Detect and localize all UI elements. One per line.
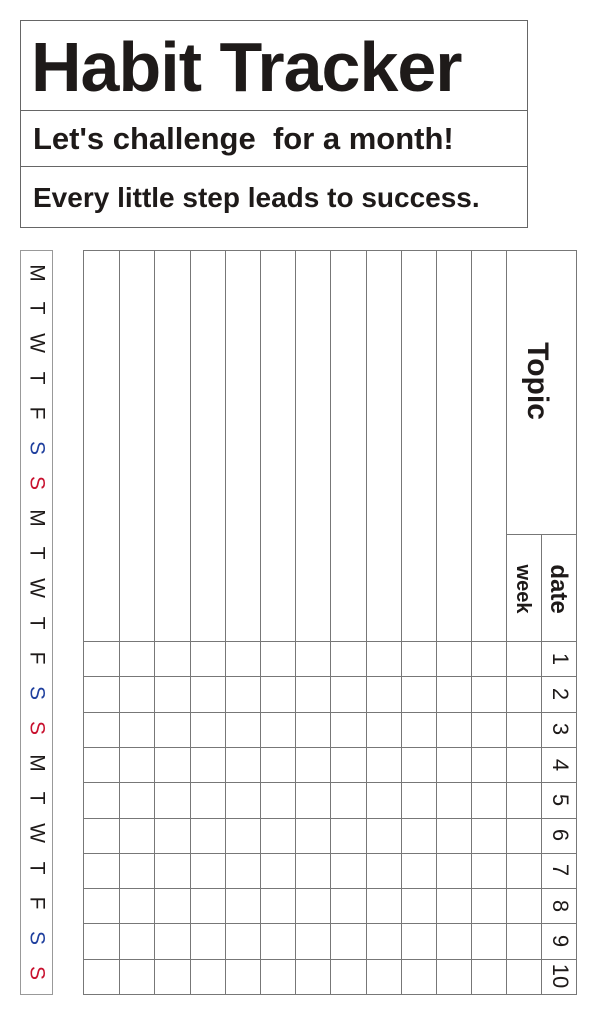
weekday-label: T	[25, 861, 49, 874]
date-label: date	[545, 564, 572, 614]
habit-cell[interactable]	[226, 854, 260, 888]
weekday-label: W	[25, 822, 49, 843]
habit-grid	[83, 250, 577, 995]
habit-cell[interactable]	[120, 713, 154, 747]
weekday-label: F	[25, 406, 49, 419]
weekday-label: T	[25, 791, 49, 804]
motto: Every little step leads to success.	[33, 182, 480, 213]
habit-cell[interactable]	[155, 960, 189, 994]
habit-cell[interactable]	[331, 819, 365, 853]
habit-cell[interactable]	[437, 924, 471, 958]
habit-cell[interactable]	[85, 924, 119, 958]
habit-cell[interactable]	[226, 677, 260, 711]
habit-cell[interactable]	[331, 642, 365, 676]
habit-cell[interactable]	[191, 889, 225, 923]
habit-cell[interactable]	[402, 924, 436, 958]
habit-cell[interactable]	[261, 783, 295, 817]
habit-cell[interactable]	[261, 960, 295, 994]
weekday-label: M	[25, 753, 49, 772]
habit-cell[interactable]	[120, 748, 154, 782]
habit-cell[interactable]	[296, 819, 330, 853]
habit-cell[interactable]	[155, 889, 189, 923]
habit-cell[interactable]	[437, 642, 471, 676]
weekday-label: S	[25, 720, 49, 735]
habit-cell[interactable]	[261, 713, 295, 747]
weekday-label: S	[25, 475, 49, 490]
habit-cell[interactable]	[155, 819, 189, 853]
habit-cell[interactable]	[261, 642, 295, 676]
habit-cell[interactable]	[120, 819, 154, 853]
weekday-label: F	[25, 651, 49, 664]
topic-divider	[506, 534, 576, 535]
page-title: Habit Tracker	[31, 28, 462, 106]
habit-cell[interactable]	[331, 783, 365, 817]
date-number: 4	[548, 758, 573, 771]
habit-cell[interactable]	[261, 819, 295, 853]
habit-cell[interactable]	[85, 854, 119, 888]
habit-cell[interactable]	[472, 713, 506, 747]
column-divider	[506, 251, 507, 994]
habit-cell[interactable]	[155, 677, 189, 711]
habit-cell[interactable]	[226, 924, 260, 958]
habit-cell[interactable]	[226, 960, 260, 994]
habit-cell[interactable]	[85, 677, 119, 711]
date-number: 8	[548, 899, 573, 912]
habit-cell[interactable]	[472, 783, 506, 817]
date-number: 2	[548, 687, 573, 701]
habit-cell[interactable]	[437, 819, 471, 853]
habit-cell[interactable]	[155, 854, 189, 888]
date-number: 5	[548, 793, 573, 806]
weekday-label: T	[25, 546, 49, 559]
habit-cell[interactable]	[402, 854, 436, 888]
habit-cell[interactable]	[472, 854, 506, 888]
habit-cell[interactable]	[367, 960, 401, 994]
habit-cell[interactable]	[472, 960, 506, 994]
date-number: 9	[548, 934, 573, 948]
habit-cell[interactable]	[296, 677, 330, 711]
habit-cell[interactable]	[367, 677, 401, 711]
habit-cell[interactable]	[367, 924, 401, 958]
weekday-label: S	[25, 440, 49, 455]
habit-cell[interactable]	[261, 677, 295, 711]
habit-cell[interactable]	[191, 854, 225, 888]
habit-cell[interactable]	[472, 677, 506, 711]
habit-cell[interactable]	[296, 924, 330, 958]
weekday-label: W	[25, 577, 49, 598]
habit-cell[interactable]	[191, 924, 225, 958]
habit-cell[interactable]	[155, 783, 189, 817]
habit-cell[interactable]	[367, 783, 401, 817]
habit-cell[interactable]	[402, 642, 436, 676]
habit-cell[interactable]	[226, 713, 260, 747]
habit-cell[interactable]	[331, 677, 365, 711]
habit-cell[interactable]	[402, 783, 436, 817]
habit-cell[interactable]	[331, 924, 365, 958]
habit-cell[interactable]	[367, 713, 401, 747]
habit-cell[interactable]	[331, 854, 365, 888]
habit-cell[interactable]	[331, 713, 365, 747]
weekday-label: W	[25, 332, 49, 353]
date-number: 3	[548, 723, 573, 736]
habit-cell[interactable]	[85, 713, 119, 747]
habit-cell[interactable]	[472, 924, 506, 958]
habit-cell[interactable]	[120, 783, 154, 817]
habit-cell[interactable]	[155, 642, 189, 676]
habit-cell[interactable]	[120, 854, 154, 888]
habit-cell[interactable]	[402, 960, 436, 994]
habit-cell[interactable]	[226, 889, 260, 923]
title-row	[21, 21, 527, 111]
habit-cell[interactable]	[85, 960, 119, 994]
topic-label: Topic	[521, 342, 554, 420]
habit-cell[interactable]	[472, 748, 506, 782]
subtitle: Let's challenge for a month!	[33, 121, 454, 156]
habit-cell[interactable]	[85, 748, 119, 782]
habit-cell[interactable]	[85, 642, 119, 676]
habit-cell[interactable]	[472, 642, 506, 676]
habit-cell[interactable]	[191, 677, 225, 711]
habit-cell[interactable]	[191, 960, 225, 994]
weekday-strip	[20, 250, 53, 995]
date-number: 7	[548, 864, 573, 877]
habit-cell[interactable]	[437, 854, 471, 888]
weekday-label: M	[25, 263, 49, 282]
habit-cell[interactable]	[191, 819, 225, 853]
habit-cell[interactable]	[226, 819, 260, 853]
habit-cell[interactable]	[296, 960, 330, 994]
habit-cell[interactable]	[120, 889, 154, 923]
habit-cell[interactable]	[402, 677, 436, 711]
weekday-label: T	[25, 371, 49, 384]
weekday-label: F	[25, 896, 49, 909]
week-label: week	[512, 564, 534, 614]
habit-cell[interactable]	[226, 642, 260, 676]
habit-cell[interactable]	[261, 889, 295, 923]
habit-cell[interactable]	[120, 960, 154, 994]
habit-cell[interactable]	[437, 783, 471, 817]
habit-cell[interactable]	[472, 819, 506, 853]
habit-cell[interactable]	[367, 748, 401, 782]
habit-cell[interactable]	[296, 642, 330, 676]
habit-cell[interactable]	[367, 854, 401, 888]
habit-cell[interactable]	[261, 748, 295, 782]
motto-row	[21, 167, 527, 227]
habit-cell[interactable]	[226, 783, 260, 817]
habit-cell[interactable]	[331, 889, 365, 923]
weekday-label: T	[25, 616, 49, 629]
habit-cell[interactable]	[367, 889, 401, 923]
habit-cell[interactable]	[120, 642, 154, 676]
habit-cell[interactable]	[437, 960, 471, 994]
habit-cell[interactable]	[191, 783, 225, 817]
habit-cell[interactable]	[191, 748, 225, 782]
habit-cell[interactable]	[85, 889, 119, 923]
weekday-label: S	[25, 685, 49, 700]
habit-cell[interactable]	[402, 889, 436, 923]
habit-cell[interactable]	[437, 713, 471, 747]
habit-cell[interactable]	[191, 713, 225, 747]
habit-cell[interactable]	[155, 713, 189, 747]
habit-cell[interactable]	[120, 677, 154, 711]
habit-cell[interactable]	[155, 748, 189, 782]
habit-cell[interactable]	[367, 819, 401, 853]
habit-cell[interactable]	[472, 889, 506, 923]
habit-cell[interactable]	[437, 677, 471, 711]
habit-cell[interactable]	[296, 713, 330, 747]
habit-cell[interactable]	[402, 819, 436, 853]
habit-cell[interactable]	[261, 854, 295, 888]
habit-cell[interactable]	[296, 783, 330, 817]
habit-cell[interactable]	[155, 924, 189, 958]
weekday-label: T	[25, 301, 49, 314]
habit-cell[interactable]	[296, 889, 330, 923]
date-number: 10	[548, 964, 573, 989]
weekday-label: M	[25, 508, 49, 527]
habit-cell[interactable]	[331, 748, 365, 782]
habit-cell[interactable]	[261, 924, 295, 958]
habit-cell[interactable]	[437, 748, 471, 782]
habit-cell[interactable]	[85, 783, 119, 817]
weekday-label: S	[25, 930, 49, 945]
header-box	[20, 20, 528, 228]
habit-cell[interactable]	[367, 642, 401, 676]
date-number: 1	[548, 652, 573, 665]
habit-cell[interactable]	[120, 924, 154, 958]
habit-cell[interactable]	[437, 889, 471, 923]
habit-cell[interactable]	[296, 854, 330, 888]
weekday-label: S	[25, 965, 49, 980]
habit-cell[interactable]	[191, 642, 225, 676]
date-number: 6	[548, 829, 573, 842]
habit-cell[interactable]	[85, 819, 119, 853]
subtitle-row	[21, 111, 527, 167]
habit-cell[interactable]	[226, 748, 260, 782]
habit-cell[interactable]	[331, 960, 365, 994]
habit-cell[interactable]	[402, 748, 436, 782]
habit-cell[interactable]	[296, 748, 330, 782]
habit-cell[interactable]	[402, 713, 436, 747]
